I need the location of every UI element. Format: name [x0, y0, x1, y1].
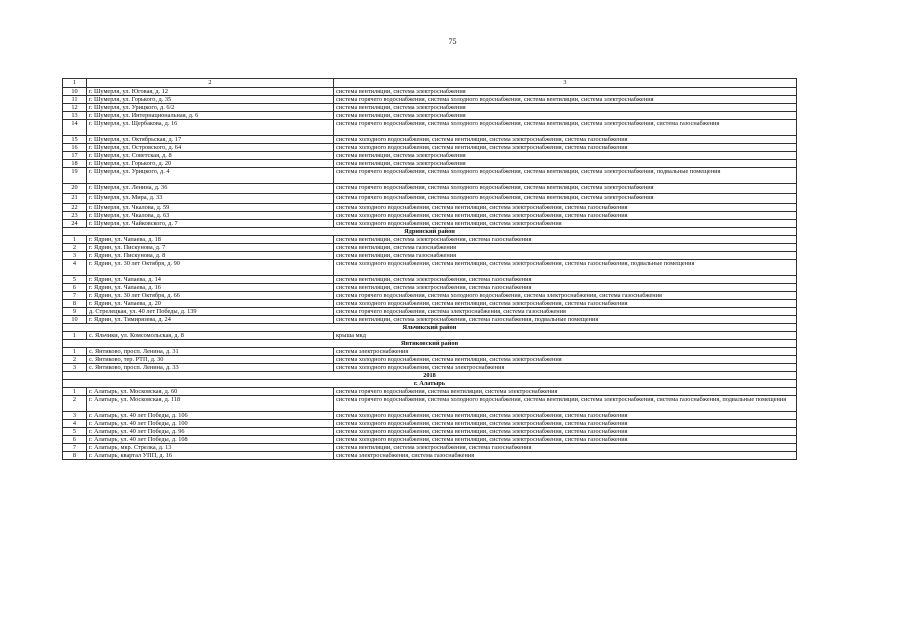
section-title: Яльчикский район [63, 324, 797, 332]
row-systems: система горячего водоснабжения, система холодного водоснабжения, система вентиляции, система электроснабжения [334, 194, 797, 204]
table-row [63, 348, 797, 356]
table-row [63, 420, 797, 428]
row-systems: система горячего водоснабжения, система холодного водоснабжения, система вентиляции, система электроснабжения [334, 184, 797, 194]
row-number: 7 [63, 444, 87, 452]
row-systems: система вентиляции, система электроснабжения [334, 152, 797, 160]
row-address: г. Шумерля, ул. Советская, д. 8 [87, 152, 334, 160]
table-row [63, 284, 797, 292]
row-address: г. Шумерля, ул. Юговая, д. 12 [87, 88, 334, 96]
row-address: г. Алатырь, мкр. Стрелка, д. 13 [87, 444, 334, 452]
table-body [63, 79, 797, 460]
row-number: 17 [63, 152, 87, 160]
row-systems: система вентиляции, система электроснабжения [334, 104, 797, 112]
row-address: г. Ядрин, ул. Чапаева, д. 16 [87, 284, 334, 292]
row-number: 7 [63, 292, 87, 300]
section-title: Ядринский район [63, 228, 797, 236]
table-row [63, 396, 797, 412]
row-address: г. Шумерля, ул. Горького, д. 20 [87, 160, 334, 168]
row-number: 2 [63, 396, 87, 412]
header-col-1: 1 [63, 79, 87, 88]
row-address: г. Шумерля, ул. Мира, д. 33 [87, 194, 334, 204]
table-row [63, 428, 797, 436]
row-address: г. Ядрин, ул. Чапаева, д. 14 [87, 276, 334, 284]
row-number: 22 [63, 204, 87, 212]
row-address: г. Ядрин, ул. Чапаева, д. 20 [87, 300, 334, 308]
table-row [63, 236, 797, 244]
row-systems: система холодного водоснабжения, система вентиляции, система электроснабжения, система газоснабжения [334, 428, 797, 436]
row-address: г. Ядрин, ул. Тимирязева, д. 24 [87, 316, 334, 324]
table-row [63, 104, 797, 112]
row-address: г. Алатырь, ул. 40 лет Победы, д. 106 [87, 412, 334, 420]
table-row [63, 412, 797, 420]
row-address: д. Стрелецкая, ул. 40 лет Победы, д. 139 [87, 308, 334, 316]
section-header-row [63, 228, 797, 236]
row-systems: система вентиляции, система электроснабжения, система газоснабжения [334, 236, 797, 244]
section-header-row [63, 372, 797, 380]
page-number: 75 [448, 37, 457, 46]
row-number: 15 [63, 136, 87, 144]
row-address: г. Алатырь, квартал УПП, д. 16 [87, 452, 334, 460]
row-number: 3 [63, 364, 87, 372]
row-systems: система электроснабжения [334, 348, 797, 356]
row-number: 1 [63, 388, 87, 396]
table-row [63, 356, 797, 364]
row-systems: система холодного водоснабжения, система вентиляции, система электроснабжения, система газоснабжения, подвальные помещения [334, 260, 797, 276]
table-row [63, 184, 797, 194]
table-row [63, 332, 797, 340]
row-number: 12 [63, 104, 87, 112]
row-number: 19 [63, 168, 87, 184]
row-number: 6 [63, 436, 87, 444]
table-row [63, 136, 797, 144]
row-systems: система холодного водоснабжения, система вентиляции, система электроснабжения, система газоснабжения [334, 420, 797, 428]
table-row [63, 452, 797, 460]
row-systems: система горячего водоснабжения, система холодного водоснабжения, система вентиляции, система электроснабжения, система газоснабжения, подвальные помещения [334, 396, 797, 412]
row-address: г. Шумерля, ул. Интернациональная, д. 6 [87, 112, 334, 120]
row-address: с. Янтиково, просп. Ленина, д. 31 [87, 348, 334, 356]
row-systems: система горячего водоснабжения, система электроснабжения, система газоснабжения [334, 308, 797, 316]
row-number: 6 [63, 284, 87, 292]
row-address: г. Ядрин, ул. Пискунова, д. 8 [87, 252, 334, 260]
table-row [63, 112, 797, 120]
row-systems: система холодного водоснабжения, система вентиляции, система электроснабжения, система газоснабжения [334, 204, 797, 212]
row-number: 10 [63, 316, 87, 324]
row-number: 16 [63, 144, 87, 152]
row-number: 8 [63, 300, 87, 308]
table-row [63, 300, 797, 308]
row-number: 13 [63, 112, 87, 120]
row-number: 5 [63, 276, 87, 284]
section-header-row [63, 324, 797, 332]
row-systems: система вентиляции, система электроснабжения [334, 88, 797, 96]
table-row [63, 96, 797, 104]
row-number: 11 [63, 96, 87, 104]
row-number: 4 [63, 420, 87, 428]
row-address: с. Янтиково, просп. Ленина, д. 33 [87, 364, 334, 372]
table-row [63, 260, 797, 276]
row-address: г. Шумерля, ул. Урицкого, д. 6/2 [87, 104, 334, 112]
table-row [63, 292, 797, 300]
row-systems: система вентиляции, система электроснабжения, система газоснабжения [334, 276, 797, 284]
table-row [63, 364, 797, 372]
table-row [63, 168, 797, 184]
row-systems: система вентиляции, система электроснабжения, система газоснабжения, подвальные помещения [334, 316, 797, 324]
row-number: 1 [63, 332, 87, 340]
row-number: 23 [63, 212, 87, 220]
table-row [63, 88, 797, 96]
section-header-row [63, 380, 797, 388]
header-col-3: 3 [334, 79, 797, 88]
row-systems: система холодного водоснабжения, система вентиляции, система электроснабжения, система газоснабжения [334, 436, 797, 444]
table-row [63, 152, 797, 160]
row-address: г. Шумерля, ул. Октябрьская, д. 17 [87, 136, 334, 144]
row-address: г. Шумерля, ул. Чкалова, д. 59 [87, 204, 334, 212]
row-number: 14 [63, 120, 87, 136]
table-row [63, 436, 797, 444]
row-systems: система холодного водоснабжения, система вентиляции, система электроснабжения, система газоснабжения [334, 300, 797, 308]
row-systems: система горячего водоснабжения, система холодного водоснабжения, система вентиляции, система электроснабжения, подвальные помещения [334, 168, 797, 184]
row-systems: система холодного водоснабжения, система вентиляции, система электроснабжения [334, 220, 797, 228]
row-address: г. Ядрин, ул. Чапаева, д. 18 [87, 236, 334, 244]
row-number: 18 [63, 160, 87, 168]
row-systems: система горячего водоснабжения, система холодного водоснабжения, система вентиляции, система электроснабжения [334, 96, 797, 104]
row-number: 5 [63, 428, 87, 436]
row-address: г. Алатырь, ул. 40 лет Победы, д. 96 [87, 428, 334, 436]
row-address: г. Ядрин, ул. 30 лет Октября, д. 90 [87, 260, 334, 276]
inspection-table [62, 78, 797, 460]
table-row [63, 276, 797, 284]
row-number: 3 [63, 412, 87, 420]
header-col-2: 2 [87, 79, 334, 88]
table-row [63, 316, 797, 324]
row-number: 24 [63, 220, 87, 228]
row-systems: система горячего водоснабжения, система холодного водоснабжения, система вентиляции, система электроснабжения, система газоснабжения [334, 120, 797, 136]
row-number: 2 [63, 356, 87, 364]
row-number: 8 [63, 452, 87, 460]
row-number: 1 [63, 236, 87, 244]
table-row [63, 220, 797, 228]
row-systems: система вентиляции, система электроснабжения, система газоснабжения [334, 284, 797, 292]
row-address: г. Шумерля, ул. Чкалова, д. 63 [87, 212, 334, 220]
row-address: г. Алатырь, ул. Московская, д. 60 [87, 388, 334, 396]
table-row [63, 144, 797, 152]
row-address: г. Ядрин, ул. Пискунова, д. 7 [87, 244, 334, 252]
row-address: г. Алатырь, ул. Московская, д. 118 [87, 396, 334, 412]
row-address: г. Алатырь, ул. 40 лет Победы, д. 100 [87, 420, 334, 428]
row-systems: система вентиляции, система электроснабжения [334, 112, 797, 120]
row-systems: система холодного водоснабжения, система вентиляции, система электроснабжения, система газоснабжения [334, 136, 797, 144]
row-systems: система вентиляции, система газоснабжения [334, 252, 797, 260]
row-number: 9 [63, 308, 87, 316]
row-systems: система холодного водоснабжения, система вентиляции, система электроснабжения [334, 356, 797, 364]
table-row [63, 308, 797, 316]
row-systems: система холодного водоснабжения, система вентиляции, система электроснабжения, система газоснабжения [334, 144, 797, 152]
row-systems: система холодного водоснабжения, система электроснабжения [334, 364, 797, 372]
row-systems: система вентиляции, система электроснабжения, система газоснабжения [334, 444, 797, 452]
row-number: 3 [63, 252, 87, 260]
row-number: 1 [63, 348, 87, 356]
row-systems: крыша мкд [334, 332, 797, 340]
table-row [63, 204, 797, 212]
row-address: г. Шумерля, ул. Урицкого, д. 4 [87, 168, 334, 184]
row-systems: система вентиляции, система газоснабжения [334, 244, 797, 252]
row-address: г. Алатырь, ул. 40 лет Победы, д. 108 [87, 436, 334, 444]
row-systems: система электроснабжения, система газоснабжения [334, 452, 797, 460]
section-title: Янтиковский район [63, 340, 797, 348]
table-row [63, 388, 797, 396]
row-systems: система горячего водоснабжения, система вентиляции, система электроснабжения [334, 388, 797, 396]
row-number: 20 [63, 184, 87, 194]
table-header-row [63, 79, 797, 88]
table-row [63, 444, 797, 452]
table-row [63, 160, 797, 168]
section-title: г. Алатырь [63, 380, 797, 388]
row-systems: система вентиляции, система электроснабжения [334, 160, 797, 168]
row-address: с. Яльчики, ул. Комсомольская, д. 8 [87, 332, 334, 340]
row-number: 10 [63, 88, 87, 96]
row-number: 21 [63, 194, 87, 204]
section-header-row [63, 340, 797, 348]
row-systems: система холодного водоснабжения, система вентиляции, система электроснабжения, система газоснабжения [334, 212, 797, 220]
row-systems: система холодного водоснабжения, система вентиляции, система электроснабжения, система газоснабжения [334, 412, 797, 420]
row-number: 4 [63, 260, 87, 276]
row-address: г. Ядрин, ул. 30 лет Октября, д. 66 [87, 292, 334, 300]
table-row [63, 120, 797, 136]
table-row [63, 244, 797, 252]
row-address: с. Янтиково, тер. РТП, д. 30 [87, 356, 334, 364]
row-systems: система горячего водоснабжения, система холодного водоснабжения, система электроснабжения, система газоснабжения [334, 292, 797, 300]
table-row [63, 252, 797, 260]
row-address: г. Шумерля, ул. Горького, д. 35 [87, 96, 334, 104]
section-title: 2018 [63, 372, 797, 380]
row-address: г. Шумерля, ул. Чайковского, д. 7 [87, 220, 334, 228]
row-address: г. Шумерля, ул. Щербакова, д. 16 [87, 120, 334, 136]
row-address: г. Шумерля, ул. Ленина, д. 36 [87, 184, 334, 194]
row-address: г. Шумерля, ул. Островского, д. 64 [87, 144, 334, 152]
table-row [63, 194, 797, 204]
row-number: 2 [63, 244, 87, 252]
table-row [63, 212, 797, 220]
